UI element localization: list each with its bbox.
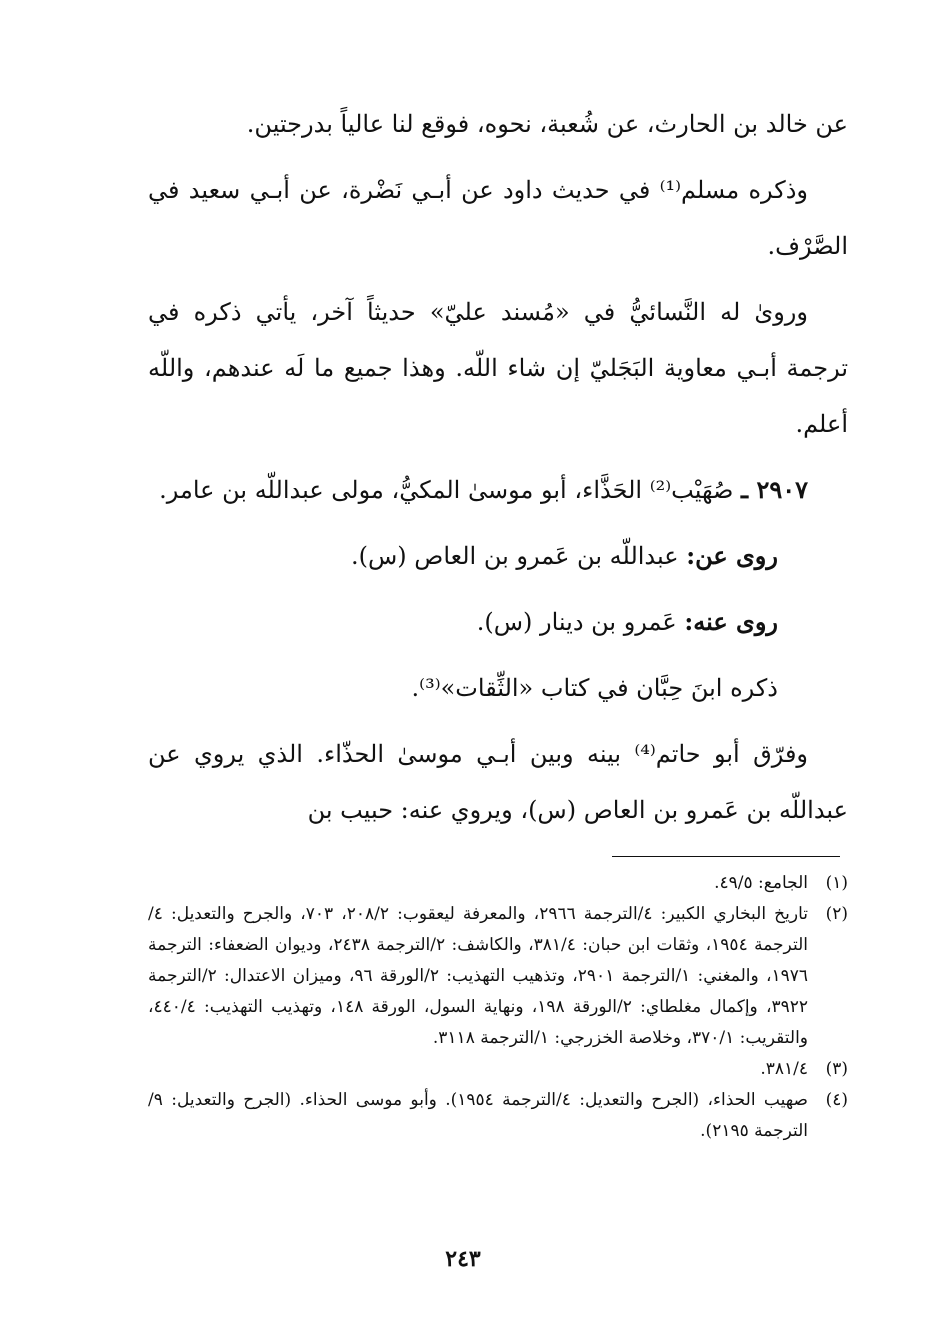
footnotes: [148, 868, 848, 1147]
paragraph: ذكره ابنَ حِبَّان في كتاب «الثِّقات»⁽³⁾.: [411, 674, 778, 702]
footnote: [148, 1085, 848, 1147]
paragraph: وفرّق أبو حاتم⁽⁴⁾ بينه وبين أبـي موسىٰ الحذّاء. الذي يروي عن عبداللّه بن عَمرو بن العاص (س)، ويروي عنه: حبيب بن: [148, 740, 848, 824]
footnote-text: تاريخ البخاري الكبير: ٤/الترجمة ٢٩٦٦، والمعرفة ليعقوب: ٢٠٨/٢، ٧٠٣، والجرح والتعديل: ٤/الترجمة ١٩٥٤، وثقات ابن حبان: ٣٨١/٤، والكاشف: ٢/الترجمة ٢٤٣٨، وديوان الضعفاء: الترجمة ١٩٧٦، والمغني: ١/الترجمة ٢٩٠١، وتذهيب التهذيب: ٢/الورقة ٩٦، وميزان الاعتدال: ٢/الترجمة ٣٩٢٢، وإكمال مغلطاي: ٢/الورقة ١٩٨، ونهاية السول، الورقة ١٤٨، وتهذيب التهذيب: ٤٤٠/٤، والتقريب: ٣٧٠/١، وخلاصة الخزرجي: ١/الترجمة ٣١١٨.: [148, 904, 809, 1048]
narrated-by-text: عَمرو بن دينار (س).: [476, 608, 677, 636]
footnote: [148, 868, 848, 899]
footnote-number: (١): [825, 873, 848, 893]
footnote-number: (٣): [825, 1059, 848, 1079]
entry-text: صُهَيْب⁽²⁾ الحَذَّاء، أبو موسىٰ المكيُّ، مولى عبداللّه بن عامر.: [159, 476, 734, 504]
narrated-from: [148, 528, 848, 584]
paragraph: وروىٰ له النَّسائيُّ في «مُسند عليّ» حديثاً آخر، يأتي ذكره في ترجمة أبـي معاوية البَجَليّ إن شاء اللّه. وهذا جميع ما لَه عندهم، واللّه أعلم.: [148, 298, 848, 438]
narrated-from-label: روى عن:: [686, 541, 778, 570]
footnote: [148, 899, 848, 1054]
footnote-text: ٣٨١/٤.: [760, 1059, 808, 1079]
narrated-by-label: روى عنه:: [684, 607, 778, 636]
biography-entry: [148, 462, 848, 518]
narrated-by: [148, 594, 848, 650]
narrated-from-text: عبداللّه بن عَمرو بن العاص (س).: [351, 542, 679, 570]
footnote-text: الجامع: ٤٩/٥.: [714, 873, 808, 893]
footnote: [148, 1054, 848, 1085]
paragraph: وذكره مسلم⁽¹⁾ في حديث داود عن أبـي نَضْرة، عن أبـي سعيد في الصَّرْف.: [148, 176, 848, 260]
footnote-number: (٢): [825, 904, 848, 924]
main-text: [148, 96, 848, 848]
paragraph: عن خالد بن الحارث، عن شُعبة، نحوه، فوقع لنا عالياً بدرجتين.: [246, 110, 848, 138]
entry-number: ٢٩٠٧ ـ: [741, 475, 808, 504]
footnote-number: (٤): [825, 1090, 848, 1110]
page-number: ٢٤٣: [445, 1246, 481, 1272]
footnote-text: صهيب الحذاء، (الجرح والتعديل: ٤/الترجمة ١٩٥٤). وأبو موسى الحذاء. (الجرح والتعديل: ٩/الترجمة ٢١٩٥).: [148, 1090, 808, 1141]
footnote-divider: [612, 856, 840, 857]
